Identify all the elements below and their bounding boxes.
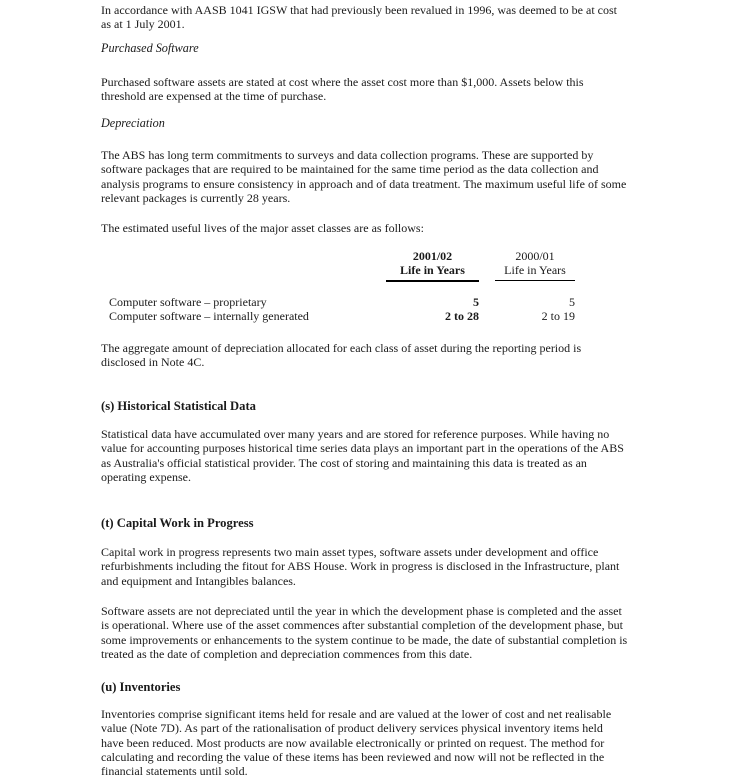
table-row-label: Computer software – proprietary [109,295,267,309]
col-year-label: 2000/01 [515,249,555,263]
heading-depreciation: Depreciation [101,116,165,130]
para-historical-statistical-data: Statistical data have accumulated over many years and are stored for reference purposes. While having no value for accounting purposes historical time series data plays an important part in the operations of the ABS as Australia's official statistical provider. The cost of storing and maintaining this data is treated as an operating expense. [101,427,624,484]
table-cell: 2 to 28 [445,309,479,324]
table-col-header-2001-02 [386,249,479,282]
heading-section-u-inventories: (u) Inventories [101,680,181,694]
para-depreciation-commitments: The ABS has long term commitments to surveys and data collection programs. These are supported by software packages that are required to be maintained for the same time period as the data collection and analysis programs to ensure consistency in approach and of data treatment. The maximum useful life of some relevant packages is currently 28 years. [101,148,627,205]
heading-purchased-software: Purchased Software [101,41,199,55]
heading-section-t-capital-work-in-progress: (t) Capital Work in Progress [101,516,254,530]
col-sub-label: Life in Years [504,263,566,278]
para-capital-wip-depreciation-timing: Software assets are not depreciated until the year in which the development phase is completed and the asset is operational. Where use of the asset commences after substantial completion of the development phase, but some improvements or enhancements to the system continue to be made, the date of substantial completion is treated as the date of completion and depreciation commences from this date. [101,604,628,661]
para-aasb-revaluation: In accordance with AASB 1041 IGSW that had previously been revalued in 1996, was deemed to be at cost as at 1 July 2001. [101,3,617,32]
table-cell: 2 to 19 [541,309,575,324]
table-values-2001-02 [386,295,479,324]
para-estimated-useful-lives-intro: The estimated useful lives of the major asset classes are as follows: [101,221,424,235]
col-year-label: 2001/02 [412,249,453,263]
para-purchased-software: Purchased software assets are stated at cost where the asset cost more than $1,000. Assets below this threshold are expensed at the time of purchase. [101,75,584,104]
table-cell: 5 [569,295,575,309]
table-cell: 5 [473,295,479,309]
heading-section-s-historical-statistical-data: (s) Historical Statistical Data [101,399,256,413]
table-col-header-2000-01 [495,249,575,281]
text-column [101,0,628,782]
table-row-labels [109,295,379,324]
col-sub-label: Life in Years [400,263,465,278]
table-row-label: Computer software – internally generated [109,309,309,324]
table-values-2000-01 [495,295,575,324]
para-aggregate-depreciation: The aggregate amount of depreciation allocated for each class of asset during the reporting period is disclosed in Note 4C. [101,341,582,370]
para-capital-wip-overview: Capital work in progress represents two main asset types, software assets under development and office refurbishments including the fitout for ABS House. Work in progress is disclosed in the Infrastructure, plant and equipment and Intangibles balances. [101,545,620,588]
para-inventories: Inventories comprise significant items held for resale and are valued at the lower of cost and net realisable value (Note 7D). As part of the rationalisation of product delivery services physical inventory items held have been reduced. Most products are now available electronically or printed on request. The method for calculating and recording the value of these items has been reviewed and now will not be reflected in the financial statements until sold. [101,707,612,779]
